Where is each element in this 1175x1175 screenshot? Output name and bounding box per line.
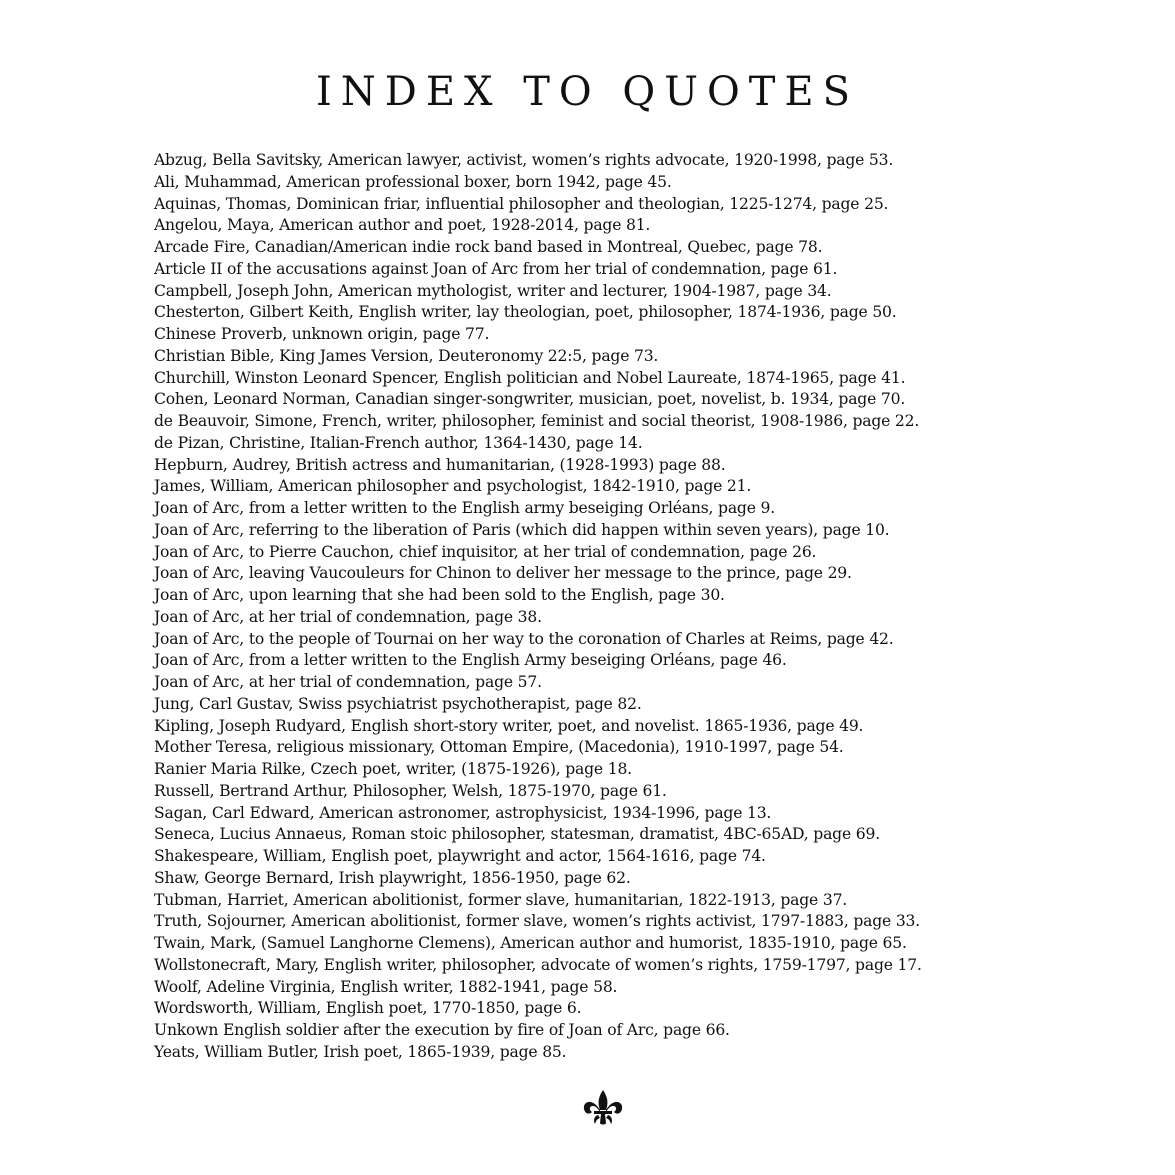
index-entry: Arcade Fire, Canadian/American indie rock band based in Montreal, Quebec, page 78.	[154, 238, 823, 256]
index-entry: Joan of Arc, to the people of Tournai on her way to the coronation of Charles at Reims, page 42.	[154, 629, 894, 648]
index-entry: Joan of Arc, to Pierre Cauchon, chief inquisitor, at her trial of condemnation, page 26.	[154, 542, 817, 561]
index-entry: Woolf, Adeline Virginia, English writer, 1882-1941, page 58.	[154, 977, 618, 996]
index-entry: Ali, Muhammad, American professional boxer, born 1942, page 45.	[154, 172, 672, 191]
index-entry: Shakespeare, William, English poet, playwright and actor, 1564-1616, page 74.	[154, 847, 766, 865]
index-entry: Joan of Arc, at her trial of condemnation, page 57.	[154, 673, 542, 691]
index-entry: Campbell, Joseph John, American mythologist, writer and lecturer, 1904-1987, page 34.	[154, 281, 832, 300]
index-entry: Cohen, Leonard Norman, Canadian singer-songwriter, musician, poet, novelist, b. 1934, page 70.	[154, 390, 906, 409]
index-entry: Article II of the accusations against Joan of Arc from her trial of condemnation, page 61.	[154, 259, 838, 278]
quote-index-list	[154, 150, 1114, 1064]
index-entry: Angelou, Maya, American author and poet, 1928-2014, page 81.	[154, 216, 651, 235]
index-entry: de Pizan, Christine, Italian-French author, 1364-1430, page 14.	[154, 433, 643, 452]
index-entry: Chinese Proverb, unknown origin, page 77.	[154, 325, 490, 343]
index-entry: Hepburn, Audrey, British actress and humanitarian, (1928-1993) page 88.	[154, 455, 726, 474]
index-entry: Ranier Maria Rilke, Czech poet, writer, (1875-1926), page 18.	[154, 760, 632, 778]
index-entry: Joan of Arc, at her trial of condemnation, page 38.	[154, 607, 542, 626]
index-entry: Sagan, Carl Edward, American astronomer, astrophysicist, 1934-1996, page 13.	[154, 803, 772, 822]
index-entry: Russell, Bertrand Arthur, Philosopher, Welsh, 1875-1970, page 61.	[154, 781, 667, 800]
index-entry: Christian Bible, King James Version, Deuteronomy 22:5, page 73.	[154, 346, 659, 365]
index-entry: Wordsworth, William, English poet, 1770-1850, page 6.	[154, 999, 582, 1018]
index-entry: Unkown English soldier after the execution by fire of Joan of Arc, page 66.	[154, 1021, 730, 1039]
index-entry: Joan of Arc, from a letter written to the English Army beseiging Orléans, page 46.	[154, 651, 787, 670]
index-entry: James, William, American philosopher and psychologist, 1842-1910, page 21.	[154, 477, 752, 496]
index-entry: Chesterton, Gilbert Keith, English writer, lay theologian, poet, philosopher, 1874-1936, page 50.	[154, 303, 897, 322]
page-title: INDEX TO QUOTES	[315, 68, 860, 115]
index-entry: Mother Teresa, religious missionary, Ottoman Empire, (Macedonia), 1910-1997, page 54.	[154, 738, 844, 757]
index-entry: Seneca, Lucius Annaeus, Roman stoic philosopher, statesman, dramatist, 4BC-65AD, page 69.	[154, 825, 880, 844]
index-entry: Aquinas, Thomas, Dominican friar, influential philosopher and theologian, 1225-1274, page 25.	[154, 194, 889, 213]
index-entry: de Beauvoir, Simone, French, writer, philosopher, feminist and social theorist, 1908-1986, page 22.	[154, 412, 920, 430]
index-entry: Abzug, Bella Savitsky, American lawyer, activist, women’s rights advocate, 1920-1998, page 53.	[154, 151, 894, 169]
index-entry: Truth, Sojourner, American abolitionist, former slave, women’s rights activist, 1797-1883, page 33.	[154, 912, 921, 931]
index-entry: Twain, Mark, (Samuel Langhorne Clemens), American author and humorist, 1835-1910, page 65.	[154, 934, 907, 952]
index-entry: Jung, Carl Gustav, Swiss psychiatrist psychotherapist, page 82.	[154, 694, 642, 713]
index-entry: Yeats, William Butler, Irish poet, 1865-1939, page 85.	[154, 1042, 567, 1061]
index-entry: Joan of Arc, referring to the liberation of Paris (which did happen within seven years), page 10.	[154, 520, 890, 539]
index-entry: Kipling, Joseph Rudyard, English short-story writer, poet, and novelist. 1865-1936, page 49.	[154, 716, 864, 735]
index-entry: Joan of Arc, from a letter written to the English army beseiging Orléans, page 9.	[154, 499, 775, 517]
index-entry: Tubman, Harriet, American abolitionist, former slave, humanitarian, 1822-1913, page 37.	[154, 890, 848, 909]
index-entry: Churchill, Winston Leonard Spencer, English politician and Nobel Laureate, 1874-1965, page 41.	[154, 368, 906, 387]
index-entry: Shaw, George Bernard, Irish playwright, 1856-1950, page 62.	[154, 868, 631, 887]
index-entry: Joan of Arc, leaving Vaucouleurs for Chinon to deliver her message to the prince, page 29.	[154, 564, 852, 583]
index-entry: Joan of Arc, upon learning that she had been sold to the English, page 30.	[154, 586, 725, 604]
index-entry: Wollstonecraft, Mary, English writer, philosopher, advocate of women’s rights, 1759-1797, page 17.	[154, 955, 922, 974]
fleur-de-lis-icon	[582, 1088, 624, 1128]
